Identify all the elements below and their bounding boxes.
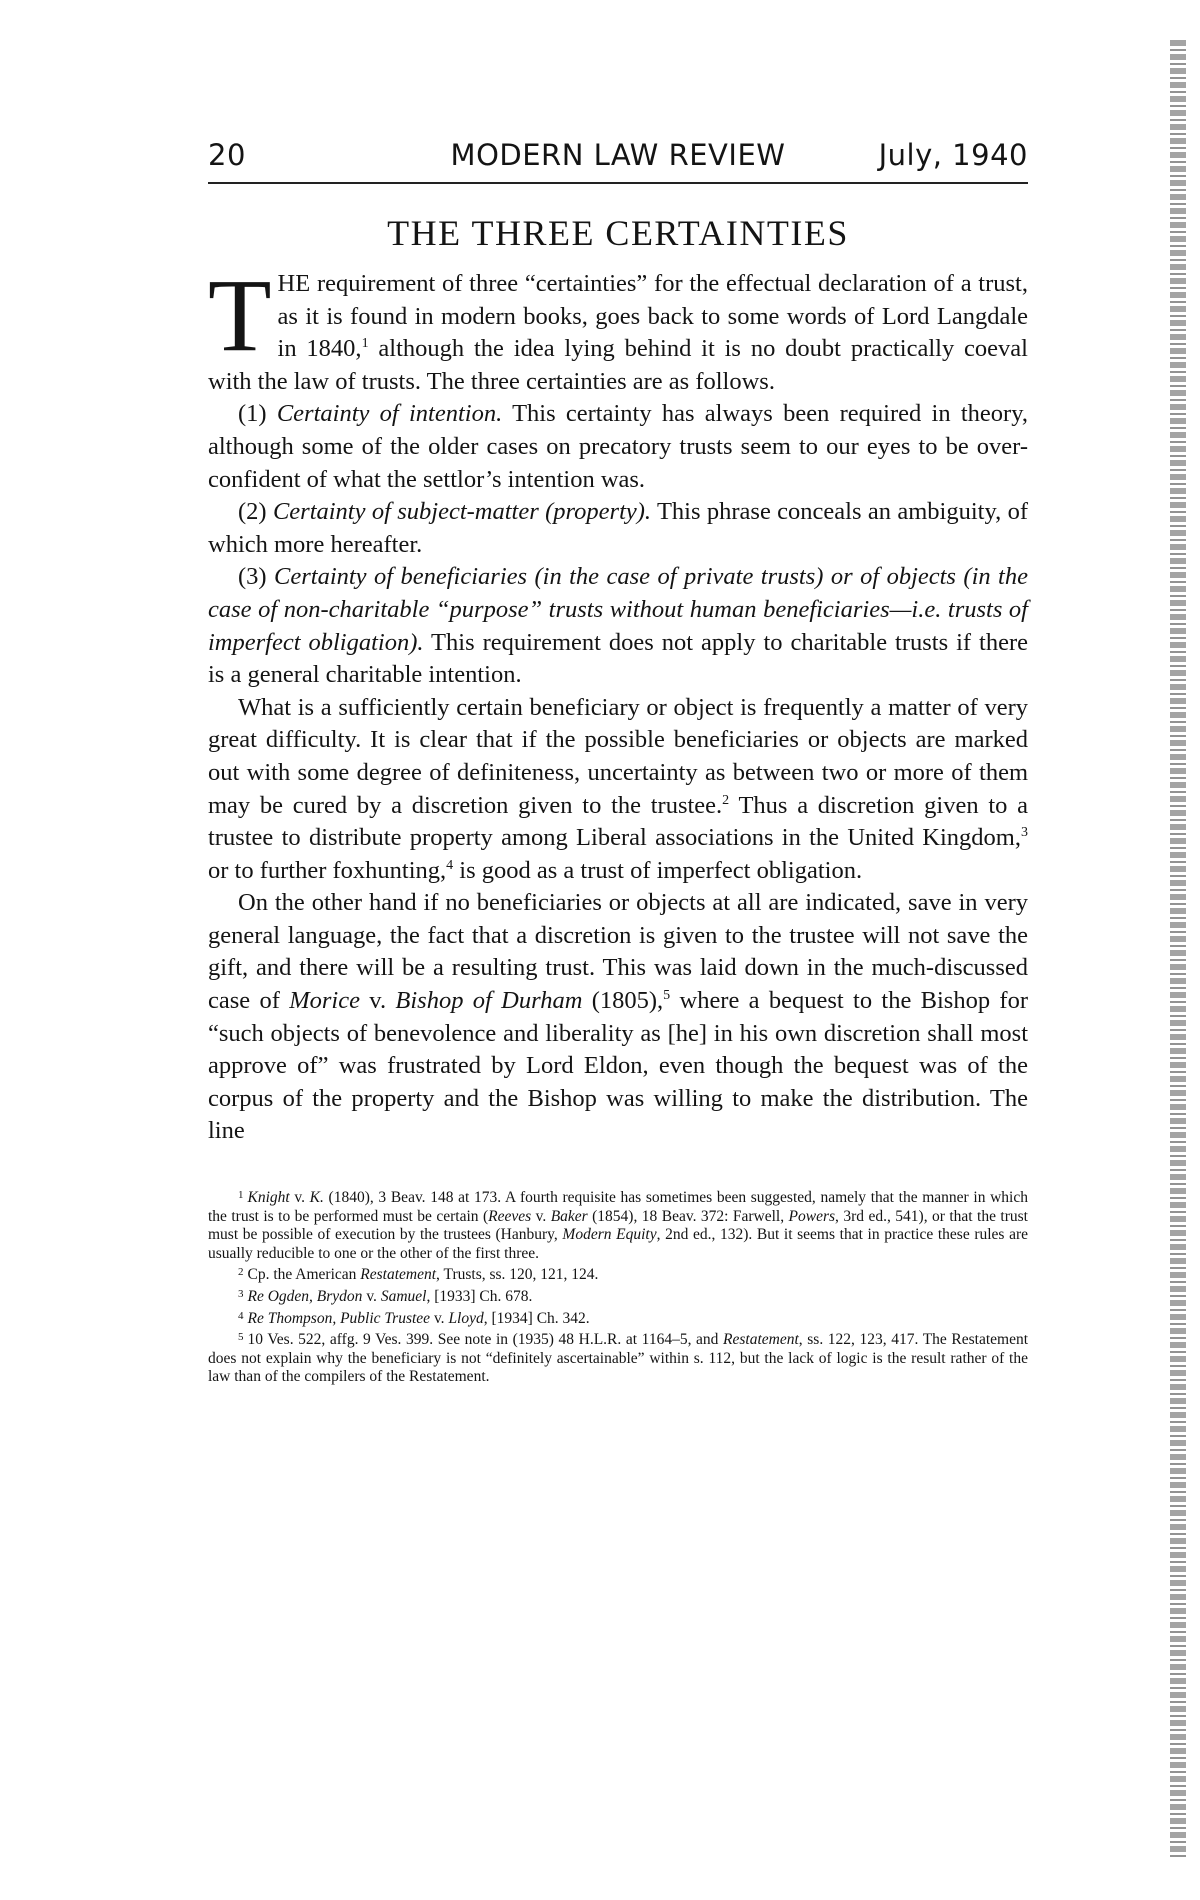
download-watermark-strip — [1170, 40, 1186, 1860]
footnotes — [208, 1186, 1028, 1387]
article-body — [208, 258, 1028, 1148]
intro-paragraph: THE requirement of three “certainties” for the effectual declaration of a trust, as it is found in modern books, goes back to some words of Lord Langdale in 1840,$^1$ although the idea lying behind it is no doubt practically coeval with the law of trusts. The three certainties are as follows. — [208, 258, 1028, 395]
article-title: THE THREE CERTAINTIES — [387, 213, 849, 253]
certainty-item-2: (2) Certainty of subject-matter (property). This phrase conceals an ambiguity, of which more hereafter. — [208, 498, 1028, 558]
footnote-ref[interactable]: 5 — [663, 988, 671, 1004]
body-paragraph: On the other hand if no beneficiaries or objects at all are indicated, save in very general language, the fact that a discretion is given to the trustee will not save the gift, and there will be a resulting trust. This was laid down in the much-discussed case of Morice v. Bishop of Durham (1805),$^5$ where a bequest to the Bishop for “such objects of benevolence and liberality as [he] in his own discretion shall most approve of” was frustrated by Lord Eldon, even though the bequest was of the corpus of the property and the Bishop was willing to make the distribution. The line — [208, 889, 1028, 1145]
footnote-ref[interactable]: 2 — [722, 792, 730, 808]
certainty-item-3: (3) Certainty of beneficiaries (in the case of private trusts) or of objects (in the case of non-charitable “purpose” trusts without human beneficiaries—i.e. trusts of imperfect obligation). This requirement does not apply to charitable trusts if there is a general charitable intention. — [208, 563, 1028, 689]
body-paragraph: What is a sufficiently certain beneficiary or object is frequently a matter of very great difficulty. It is clear that if the possible beneficiaries or objects are marked out with some degree of definiteness, uncertainty as between two or more of them may be cured by a discretion given to the trustee.$^2$ Thus a discretion given to a trustee to distribute property among Liberal associations in the United Kingdom,$^3$ or to further foxhunting,$^4$ is good as a trust of imperfect obligation. — [208, 693, 1028, 884]
footnote-2: $^2$ Cp. the American Restatement, Trusts, ss. 120, 121, 124. — [238, 1266, 599, 1284]
issue-date: July, 1940 — [878, 138, 1028, 172]
page-number: 20 — [208, 138, 246, 172]
header-rule — [208, 182, 1028, 184]
certainty-item-1: (1) Certainty of intention. This certainty has always been required in theory, although some of the older cases on precatory trusts seem to our eyes to be over-confident of what the settlor’s intention was. — [208, 400, 1028, 493]
footnote-ref[interactable]: 4 — [446, 857, 454, 873]
journal-title: MODERN LAW REVIEW — [450, 138, 786, 172]
running-head — [208, 128, 1028, 178]
footnote-4: $^4$ Re Thompson, Public Trustee v. Lloyd, [1934] Ch. 342. — [238, 1309, 590, 1327]
dropcap: T — [208, 258, 272, 373]
footnote-ref[interactable]: 1 — [361, 336, 369, 352]
journal-page — [208, 128, 1028, 1387]
footnote-5: $^5$ 10 Ves. 522, affg. 9 Ves. 399. See note in (1935) 48 H.L.R. at 1164–5, and Restatement, ss. 122, 123, 417. The Restatement does not explain why the beneficiary is not “definitely ascertainable” within s. 112, but the lack of logic is the result rather of the law than of the compilers of the Restatement. — [208, 1331, 1029, 1386]
footnote-1: $^1$ Knight v. K. (1840), 3 Beav. 148 at 173. A fourth requisite has sometimes been suggested, namely that the manner in which the trust is to be performed must be certain (Reeves v. Baker (1854), 18 Beav. 372: Farwell, Powers, 3rd ed., 541), or that the trust must be possible of execution by the trustees (Hanbury, Modern Equity, 2nd ed., 132). But it seems that in practice these rules are usually reducible to one or the other of the first three. — [208, 1189, 1029, 1262]
footnote-3: $^3$ Re Ogden, Brydon v. Samuel, [1933] Ch. 678. — [238, 1288, 533, 1305]
footnote-ref[interactable]: 3 — [1021, 825, 1028, 841]
